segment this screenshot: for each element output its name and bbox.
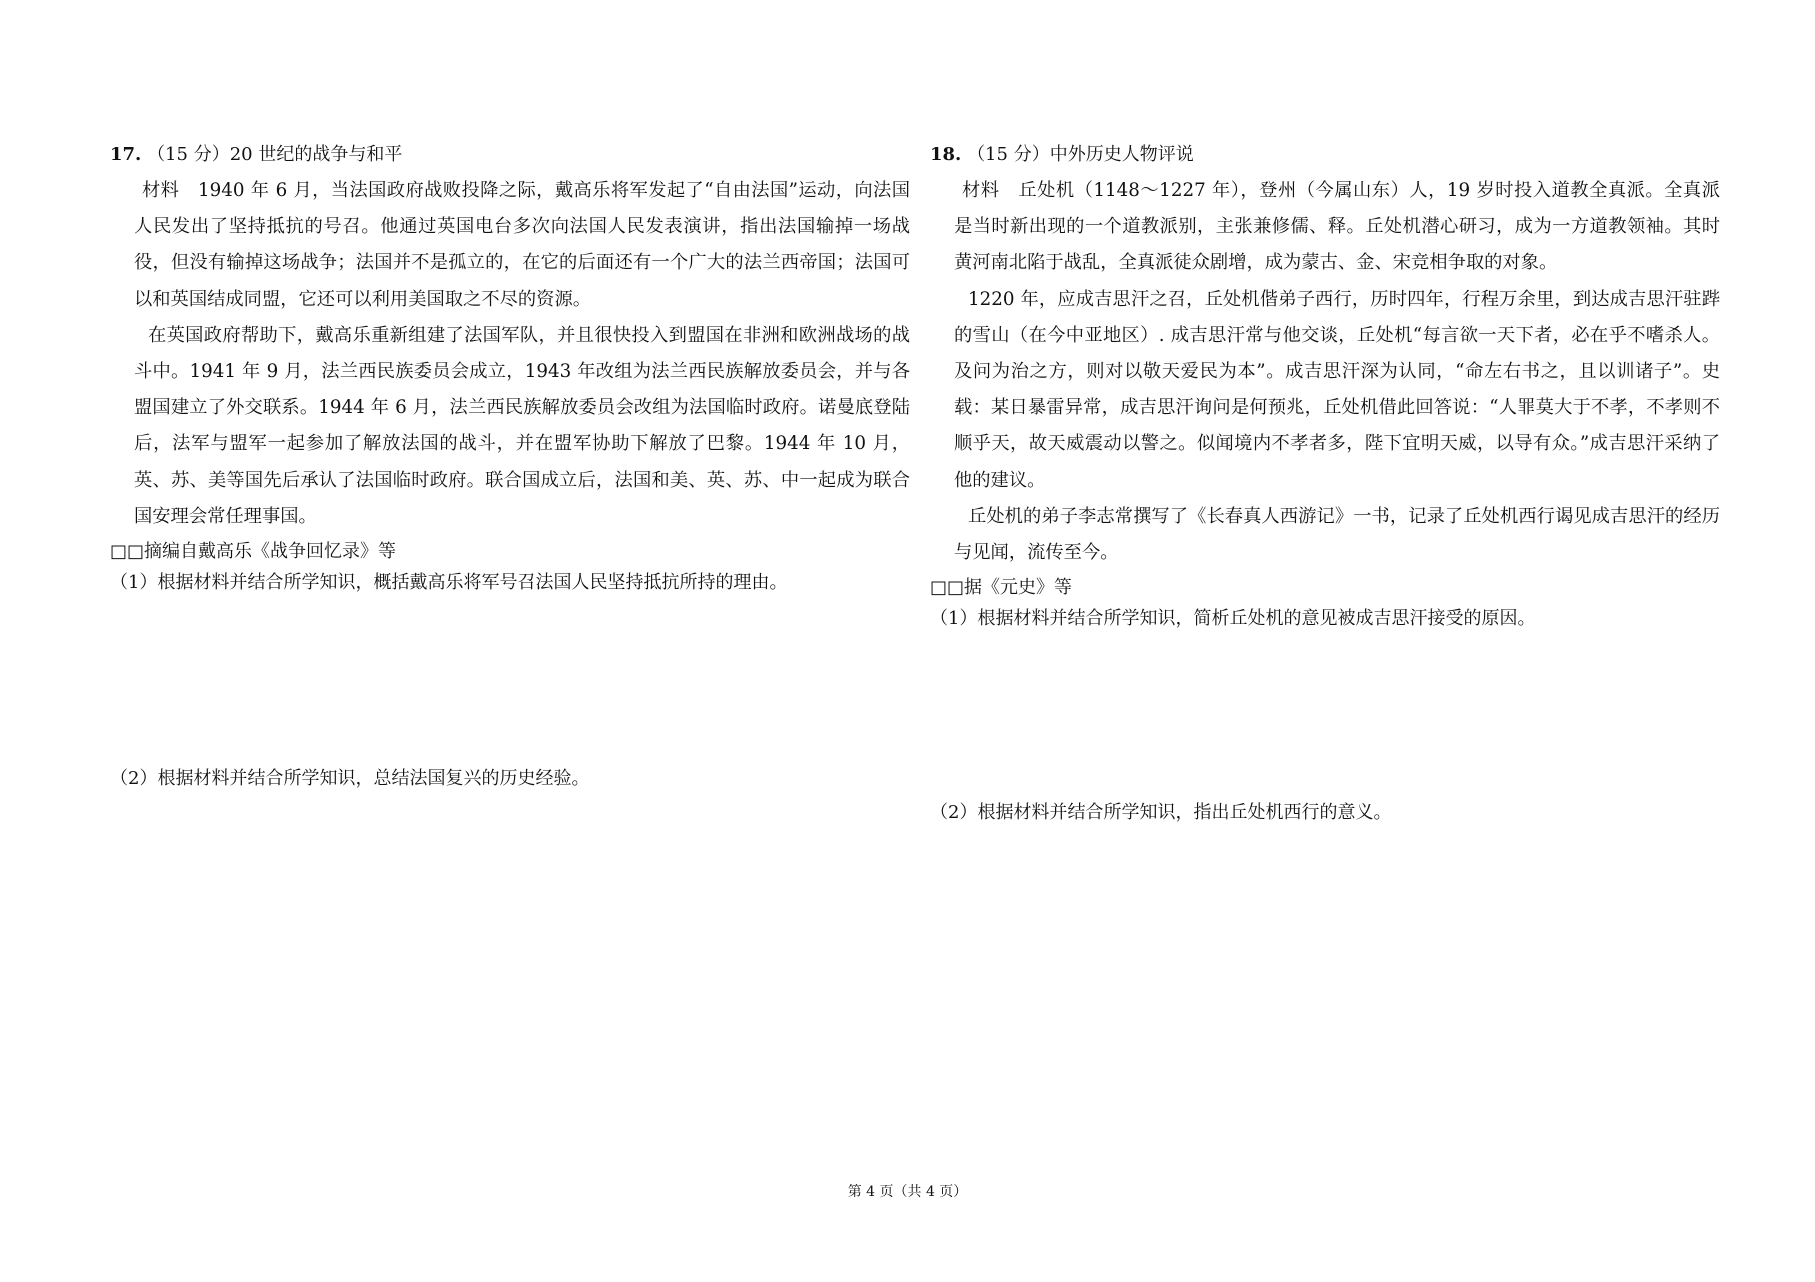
question-17-subquestion-2: （2）根据材料并结合所学知识，总结法国复兴的历史经验。: [110, 768, 590, 790]
question-18-subquestion-2: （2）根据材料并结合所学知识，指出丘处机西行的意义。: [930, 802, 1392, 824]
question-18-paragraph-2: 1220 年，应成吉思汗之召，丘处机偕弟子西行，历时四年，行程万余里，到达成吉思汗驻跸的雪山（在今中亚地区）. 成吉思汗常与他交谈，丘处机“每言欲一天下者，必在乎不嗜杀人。及问为治之方，则对以敬天爱民为本”。成吉思汗深为认同，“命左右书之，且以训诸子”。史载：某日暴雷异常，成吉思汗询问是何预兆，丘处机借此回答说：“人罪莫大于不孝，不孝则不顺乎天，故天威震动以警之。似闻境内不孝者多，陛下宜明天威，以导有众。”成吉思汗采纳了他的建议。: [954, 288, 1720, 491]
question-17-number: 17.: [110, 144, 142, 165]
question-18-heading: [930, 143, 1720, 167]
question-17-material: [110, 173, 910, 535]
question-17: [110, 143, 910, 793]
question-18: [930, 143, 1720, 827]
question-18-material: [930, 173, 1720, 571]
question-18-paragraph-3: 丘处机的弟子李志常撰写了《长春真人西游记》一书，记录了丘处机西行谒见成吉思汗的经历与见闻，流传至今。: [954, 505, 1720, 564]
question-17-title: 20 世纪的战争与和平: [229, 144, 403, 165]
question-17-score: （15 分）: [147, 144, 230, 165]
question-18-score: （15 分）: [967, 144, 1050, 165]
question-18-source: □□据《元史》等: [930, 577, 1073, 599]
question-18-number: 18.: [930, 144, 962, 165]
question-18-title: 中外历史人物评说: [1049, 144, 1194, 165]
question-18-answer-space-1: [930, 633, 1720, 799]
question-17-subquestion-1: （1）根据材料并结合所学知识，概括戴高乐将军号召法国人民坚持抵抗所持的理由。: [110, 572, 788, 594]
question-18-subquestion-1: （1）根据材料并结合所学知识，简析丘处机的意见被成吉思汗接受的原因。: [930, 608, 1536, 630]
question-17-source: □□摘编自戴高乐《战争回忆录》等: [110, 541, 397, 563]
page-footer: 第 4 页（共 4 页）: [847, 1184, 968, 1200]
question-18-paragraph-1: 材料 丘处机（1148～1227 年），登州（今属山东）人，19 岁时投入道教全真派。全真派是当时新出现的一个道教派别，主张兼修儒、释。丘处机潜心研习，成为一方道教领袖。其时黄河南北陷于战乱，全真派徒众剧增，成为蒙古、金、宋竞相争取的对象。: [954, 180, 1720, 274]
question-17-paragraph-2: 在英国政府帮助下，戴高乐重新组建了法国军队，并且很快投入到盟国在非洲和欧洲战场的战斗中。1941 年 9 月，法兰西民族委员会成立，1943 年改组为法兰西民族解放委员会，并与各盟国建立了外交联系。1944 年 6 月，法兰西民族解放委员会改组为法国临时政府。诺曼底登陆后，法军与盟军一起参加了解放法国的战斗，并在盟军协助下解放了巴黎。1944 年 10 月，英、苏、美等国先后承认了法国临时政府。联合国成立后，法国和美、英、苏、中一起成为联合国安理会常任理事国。: [134, 324, 910, 527]
question-17-heading: [110, 143, 910, 167]
question-17-answer-space-1: [110, 597, 910, 765]
question-17-paragraph-1: 材料 1940 年 6 月，当法国政府战败投降之际，戴高乐将军发起了“自由法国”运动，向法国人民发出了坚持抵抗的号召。他通过英国电台多次向法国人民发表演讲，指出法国输掉一场战役，但没有输掉这场战争；法国并不是孤立的，在它的后面还有一个广大的法兰西帝国；法国可以和英国结成同盟，它还可以利用美国取之不尽的资源。: [134, 180, 910, 310]
